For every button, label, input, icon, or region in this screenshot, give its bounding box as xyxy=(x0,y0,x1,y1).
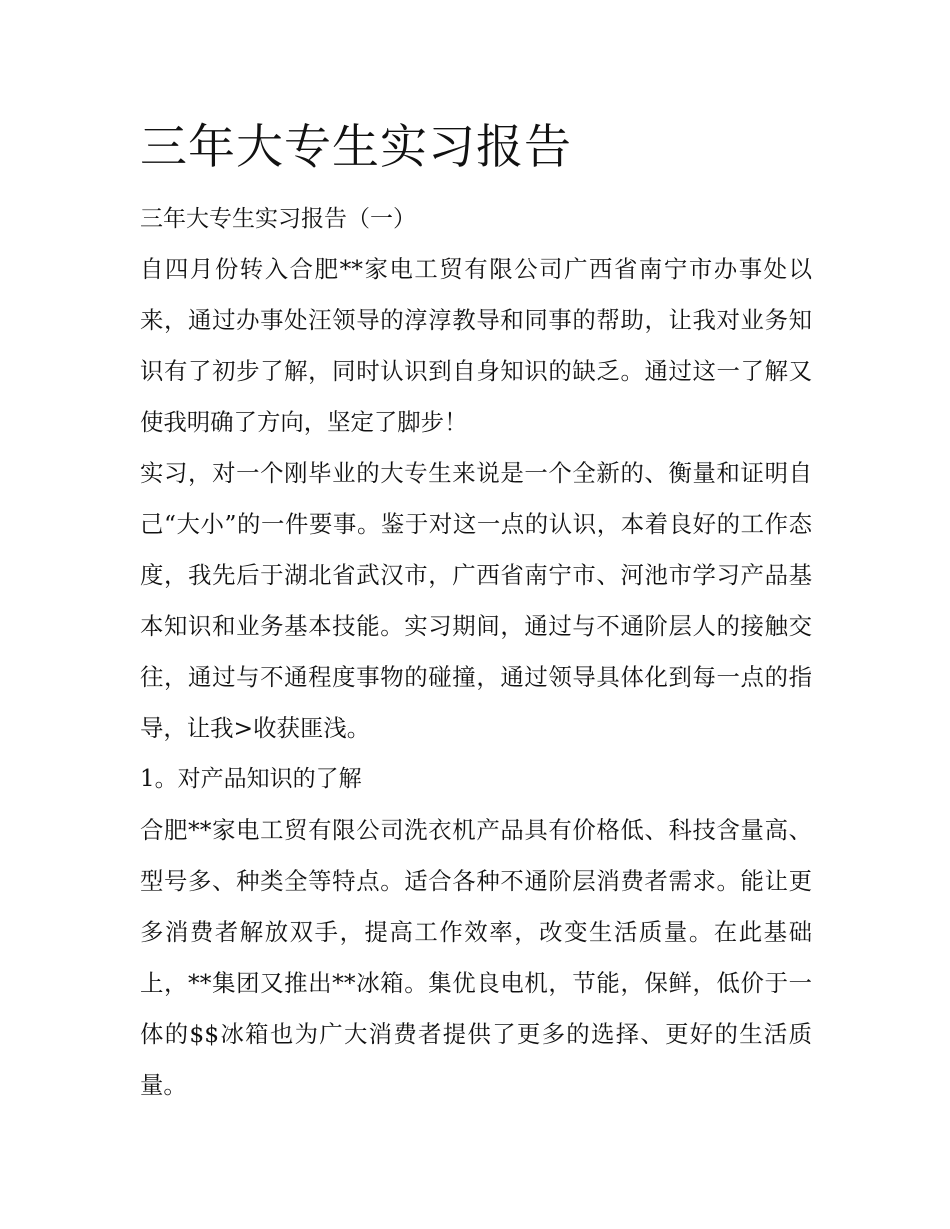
paragraph-product-knowledge: 合肥**家电工贸有限公司洗衣机产品具有价格低、科技含量高、型号多、种类全等特点。适合各种不通阶层消费者需求。能让更多消费者解放双手，提高工作效率，改变生活质量。在此基础上，**集团又推出**冰箱。集优良电机，节能，保鲜，低价于一体的$$冰箱也为广大消费者提供了更多的选择、更好的生活质量。 xyxy=(140,816,812,1099)
paragraph-internship: 实习，对一个刚毕业的大专生来说是一个全新的、衡量和证明自己“大小”的一件要事。鉴于对这一点的认识，本着良好的工作态度，我先后于湖北省武汉市，广西省南宁市、河池市学习产品基本知识和业务基本技能。实习期间，通过与不通阶层人的接触交往，通过与不通程度事物的碰撞，通过领导具体化到每一点的指导，让我>收获匪浅。 xyxy=(140,459,812,742)
section-heading-product-knowledge: 1。对产品知识的了解 xyxy=(140,766,362,792)
document-title: 三年大专生实习报告 xyxy=(140,120,572,175)
document-subtitle: 三年大专生实习报告（一） xyxy=(140,206,416,232)
document-body xyxy=(140,112,812,1111)
paragraph-intro: 自四月份转入合肥**家电工贸有限公司广西省南宁市办事处以来，通过办事处汪领导的淳淳教导和同事的帮助，让我对业务知识有了初步了解，同时认识到自身知识的缺乏。通过这一了解又使我明确了方向，坚定了脚步！ xyxy=(140,255,812,436)
